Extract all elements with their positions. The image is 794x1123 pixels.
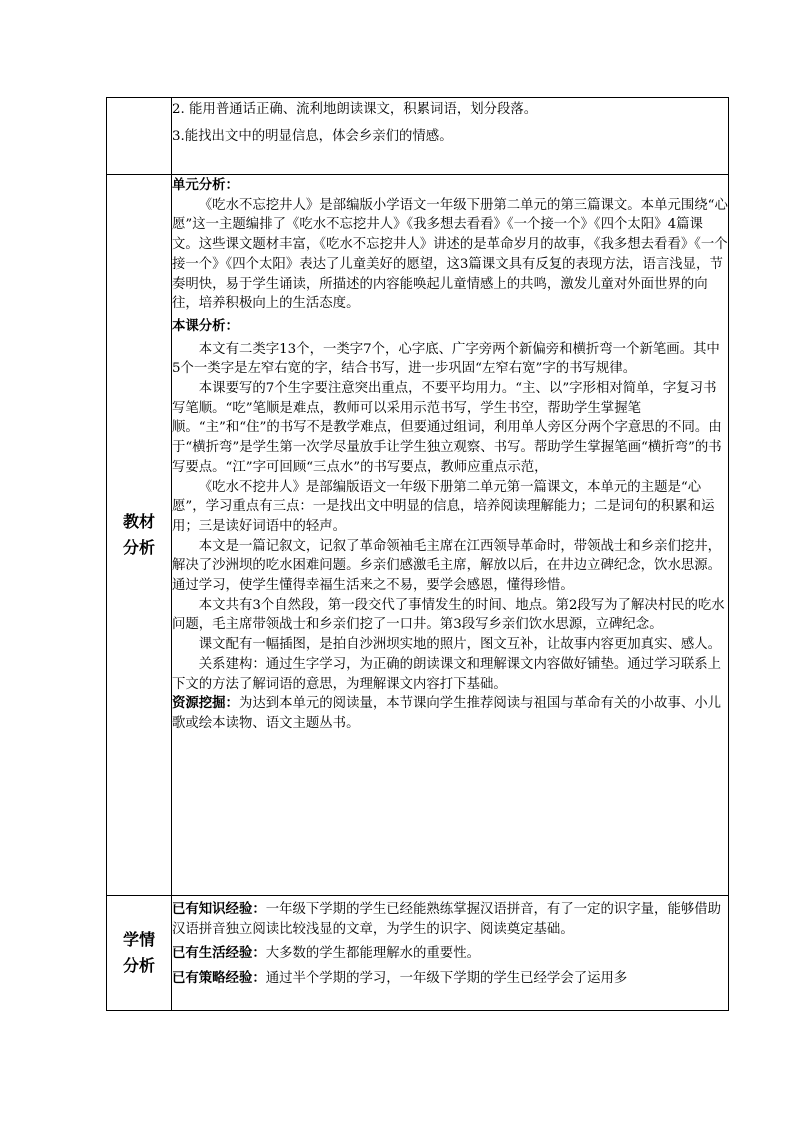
life-experience-paragraph	[172, 944, 728, 964]
knowledge-experience-paragraph	[172, 900, 728, 939]
objective-item-3: 3.能找出文中的明显信息，体会乡亲们的情感。	[172, 129, 453, 144]
student-analysis-label	[107, 896, 172, 1011]
objectives-content-cell	[172, 98, 729, 175]
knowledge-heading: 已有知识经验：	[172, 901, 266, 917]
lesson-paragraph-4: 本文是一篇记叙文，记叙了革命领袖毛主席在江西领导革命时，带领战士和乡亲们挖井，解决了沙洲坝的吃水困难问题。乡亲们感激毛主席，解放以后，在井边立碑纪念，饮水思源。通过学习，使学生懂得幸福生活来之不易，要学会感恩，懂得珍惜。	[172, 538, 722, 594]
lesson-paragraph-5: 本文共有3个自然段，第一段交代了事情发生的时间、地点。第2段写为了解决村民的吃水问题，毛主席带领战士和乡亲们挖了一口井。第3段写乡亲们饮水思源，立碑纪念。	[172, 597, 725, 633]
strategy-heading: 已有策略经验：	[172, 970, 266, 987]
objectives-row	[107, 98, 729, 175]
relation-building-paragraph: 关系建构：通过生字学习，为正确的朗读课文和理解课文内容做好铺垫。通过学习联系上下文的方法了解词语的意思，为理解课文内容打下基础。	[172, 656, 722, 692]
lesson-paragraph-3: 《吃水不挖井人》是部编版语文一年级下册第二单元第一篇课文，本单元的主题是“心愿”，学习重点有三点：一是找出文中明显的信息，培养阅读理解能力；二是词句的积累和运用；三是读好词语中的轻声。	[172, 479, 715, 534]
student-analysis-label-line1: 学情	[122, 930, 155, 949]
student-analysis-label-line2: 分析	[122, 956, 155, 975]
student-analysis-content	[172, 896, 729, 1011]
textbook-analysis-row	[107, 175, 729, 896]
resource-text: 为达到本单元的阅读量，本节课向学生推荐阅读与祖国与革命有关的小故事、小儿歌或绘本读物、语文主题丛书。	[172, 696, 722, 731]
life-heading: 已有生活经验：	[172, 945, 266, 962]
textbook-analysis-content	[172, 175, 729, 896]
lesson-plan-table	[106, 97, 729, 1011]
textbook-analysis-label	[107, 175, 172, 896]
lesson-analysis-heading: 本课分析：	[172, 317, 239, 334]
textbook-analysis-label-line2: 分析	[122, 538, 155, 557]
lesson-paragraph-1: 本文有二类字13个，一类字7个，心字底、广字旁两个新偏旁和横折弯一个新笔画。其中5个一类字是左窄右宽的字，结合书写，进一步巩固“左窄右宽”字的书写规律。	[172, 341, 720, 377]
lesson-paragraph-6: 课文配有一幅插图，是拍自沙洲坝实地的照片，图文互补，让故事内容更加真实、感人。	[198, 637, 722, 653]
student-analysis-row	[107, 896, 729, 1011]
unit-analysis-heading: 单元分析：	[172, 177, 239, 193]
strategy-text: 通过半个学期的学习，一年级下学期的学生已经学会了运用多	[265, 971, 628, 987]
textbook-analysis-label-line1: 教材	[122, 512, 155, 531]
strategy-experience-paragraph	[172, 969, 728, 989]
objective-item-2: 2. 能用普通话正确、流利地朗读课文，积累词语，划分段落。	[172, 102, 538, 117]
resource-paragraph	[172, 694, 728, 733]
resource-heading: 资源挖掘：	[172, 695, 239, 712]
life-text: 大多数的学生都能理解水的重要性。	[265, 946, 480, 962]
objectives-label-cell	[107, 98, 172, 175]
unit-analysis-paragraph: 《吃水不忘挖井人》是部编版小学语文一年级下册第二单元的第三篇课文。本单元围绕“心愿”这一主题编排了《吃水不忘挖井人》《我多想去看看》《一个接一个》《四个太阳》4篇课文。这些课文题材丰富，《吃水不忘挖井人》讲述的是革命岁月的故事，《我多想去看看》《一个接一个》《四个太阳》表达了儿童美好的愿望，这3篇课文具有反复的表现方法，语言浅显，节奏明快，易于学生诵读，所描述的内容能唤起儿童情感上的共鸣，激发儿童对外面世界的向往，培养积极向上的生活态度。	[172, 197, 728, 312]
lesson-paragraph-2: 本课要写的7个生字要注意突出重点，不要平均用力。“主、以”字形相对简单，字复习书写笔顺。“吃”笔顺是难点，教师可以采用示范书写，学生书空，帮助学生掌握笔顺。“主”和“住”的书写不是教学难点，但要通过组词，利用单人旁区分两个字意思的不同。由于“横折弯”是学生第一次学尽量放手让学生独立观察、书写。帮助学生掌握笔画“横折弯”的书写要点。“江”字可回顾“三点水”的书写要点，教师应重点示范，	[172, 381, 722, 475]
knowledge-text: 一年级下学期的学生已经能熟练掌握汉语拼音，有了一定的识字量，能够借助汉语拼音独立阅读比较浅显的文章，为学生的识字、阅读奠定基础。	[172, 902, 722, 937]
